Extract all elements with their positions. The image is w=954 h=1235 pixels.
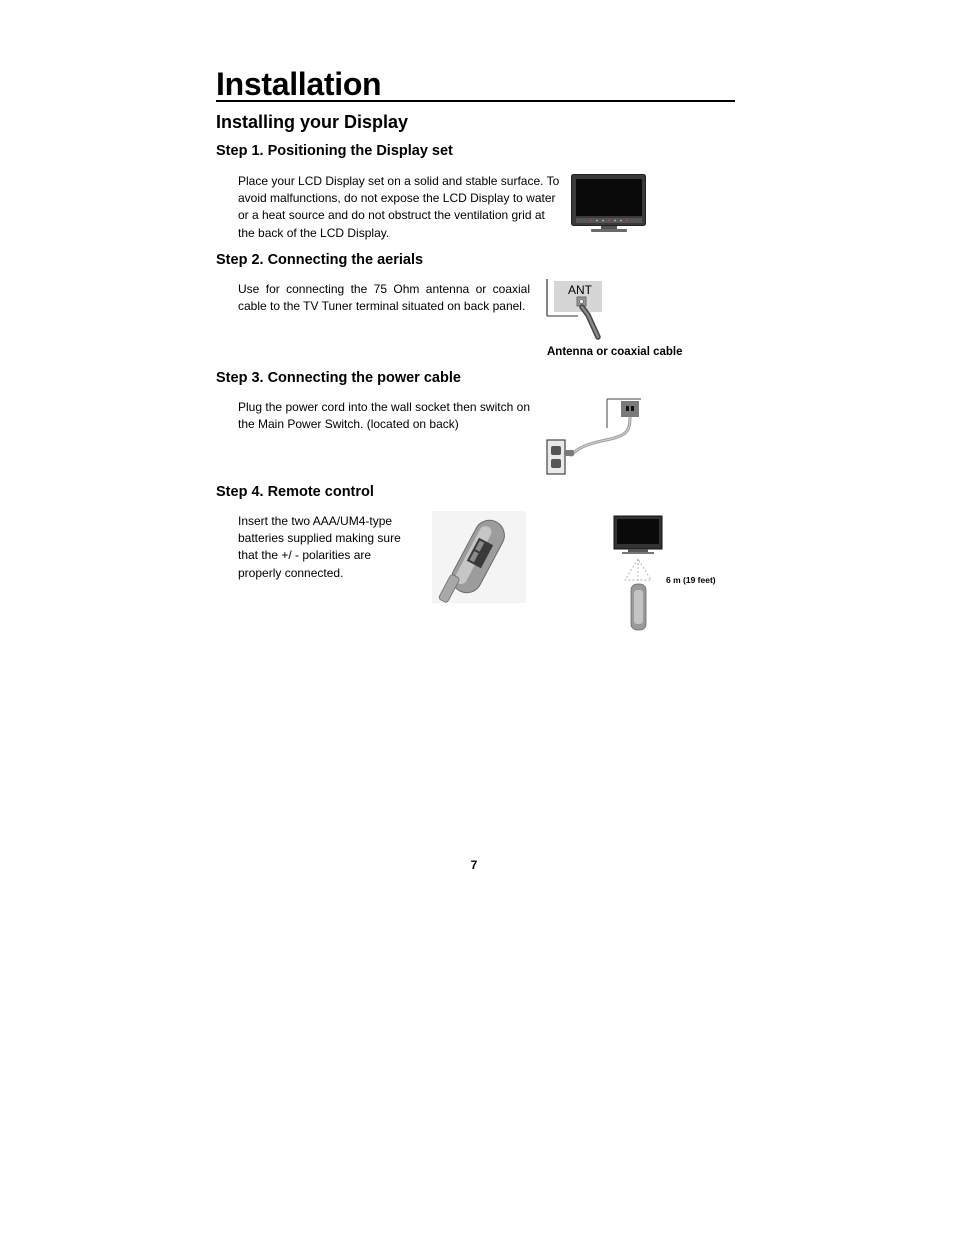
page-number: 7 [470,858,478,872]
step-3-heading: Step 3. Connecting the power cable [216,370,461,386]
step-2-text: Use for connecting the 75 Ohm antenna or coaxial cable to the TV Tuner terminal situated on back panel. [238,282,530,314]
step-1-heading: Step 1. Positioning the Display set [216,143,453,159]
power-cable-icon [546,398,642,476]
antenna-terminal-icon [546,279,606,341]
antenna-caption: Antenna or coaxial cable [547,346,683,358]
step-3-text: Plug the power cord into the wall socket then switch on the Main Power Switch. (located on back) [238,400,530,432]
lcd-display-icon [571,174,647,234]
step-2-heading: Step 2. Connecting the aerials [216,252,424,268]
title-divider [216,100,735,102]
step-1-text: Place your LCD Display set on a solid and stable surface. To avoid malfunctions, do not expose the LCD Display to water or a heat source and do not obstruct the ventilation grid at the back of the LCD Display. [238,174,560,240]
remote-range-diagram [612,514,666,632]
section-subtitle: Installing your Display [216,112,409,132]
step-4-heading: Step 4. Remote control [216,484,374,500]
range-label: 6 m (19 feet) [666,575,716,585]
step-4-text: Insert the two AAA/UM4-type batteries supplied making sure that the +/ - polarities are properly connected. [238,514,401,580]
remote-battery-icon [432,511,526,603]
ant-label: ANT [568,283,592,297]
page-title: Installation [216,66,382,102]
